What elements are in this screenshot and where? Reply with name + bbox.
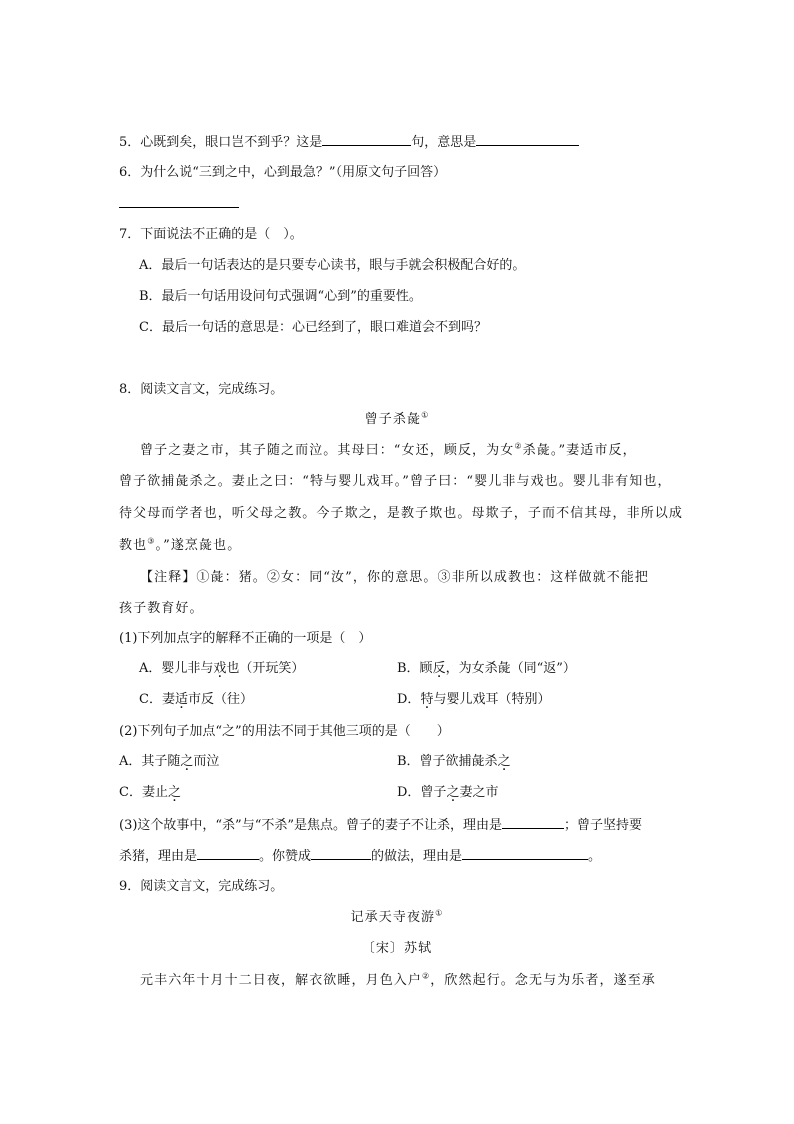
question-6: 6．为什么说“三到之中，心到最急？”（用原文句子回答） (119, 165, 447, 180)
option-text: 市反（往） (187, 692, 253, 707)
passage-line: 曾子欲捕彘杀之。妻止之曰：“特与婴儿戏耳。”曾子曰：“婴儿非与戏也。婴儿非有知也， (119, 474, 672, 489)
passage-note: 孩子教育好。 (119, 601, 204, 616)
dotted-char: 之 (497, 754, 511, 769)
subquestion-1-option-a (139, 660, 304, 678)
passage-title (0, 909, 794, 927)
answer-line[interactable] (119, 207, 239, 208)
subquestion-2-option-a (119, 753, 219, 771)
footnote-marker: ① (421, 410, 430, 420)
passage-text: ，欣然起行。念无与为乐者，遂至承 (430, 973, 656, 988)
subquestion-2-option-b (397, 753, 511, 771)
option-text: ，为女杀彘（同“返”） (445, 661, 576, 676)
question-text: 。 (588, 849, 602, 864)
answer-blank[interactable] (462, 847, 588, 860)
question-5-prefix: 5．心既到矣，眼口岂不到乎？这是 (119, 135, 323, 150)
subquestion-2-option-c (119, 784, 181, 802)
footnote-marker: ③ (147, 536, 156, 546)
passage-line (119, 537, 241, 555)
passage-title (0, 411, 794, 429)
passage-author: 〔宋〕苏轼 (361, 941, 433, 956)
dotted-char: 之 (446, 785, 460, 800)
passage-line (140, 972, 656, 990)
answer-blank[interactable] (502, 816, 564, 829)
dotted-char: 适 (174, 692, 188, 707)
footnote-marker: ② (514, 441, 523, 451)
subquestion-1-option-d (397, 691, 550, 709)
passage-text: 。”遂烹彘也。 (155, 538, 242, 553)
subquestion-1-option-c (139, 691, 253, 709)
subquestion-3-line-1 (119, 816, 642, 835)
dotted-char: 戏 (213, 661, 227, 676)
option-text: D．曾子 (397, 785, 447, 800)
question-7-option-c: C．最后一句话的意思是：心已经到了，眼口难道会不到吗？ (139, 320, 487, 335)
option-text: 也（开玩笑） (226, 661, 305, 676)
passage-line (140, 442, 637, 460)
subquestion-2-stem: (2)下列句子加点“之”的用法不同于其他三项的是（ ） (119, 724, 450, 739)
option-text: 而泣 (193, 754, 220, 769)
subquestion-1-option-b (397, 660, 576, 678)
option-text: A．婴儿非与 (139, 661, 214, 676)
option-text: B．顾 (397, 661, 433, 676)
subquestion-1-stem: (1)下列加点字的解释不正确的一项是（ ） (119, 631, 372, 646)
passage-text: 元丰六年十月十二日夜，解衣欲睡，月色入户 (140, 973, 423, 988)
question-text: 杀猪，理由是 (119, 849, 198, 864)
question-text: 的做法，理由是 (371, 849, 463, 864)
passage-text: 曾子之妻之市，其子随之而泣。其母曰：“女还，顾反，为女 (140, 443, 515, 458)
question-text: ；曾子坚持要 (564, 818, 643, 833)
passage-title-text: 记承天寺夜游 (350, 910, 436, 925)
question-8-stem: 8．阅读文言文，完成练习。 (119, 382, 284, 397)
answer-blank[interactable] (322, 133, 411, 146)
question-7-stem: 7．下面说法不正确的是（ ）。 (119, 227, 303, 242)
dotted-char: 之 (167, 785, 181, 800)
passage-title-text: 曾子杀彘 (364, 412, 422, 427)
dotted-char: 特 (420, 692, 434, 707)
question-text: (3)这个故事中，“杀”与“不杀”是焦点。曾子的妻子不让杀，理由是 (119, 818, 502, 833)
answer-blank[interactable] (311, 847, 371, 860)
option-text: 妻之市 (459, 785, 499, 800)
option-text: D． (397, 692, 421, 707)
option-text: 与婴儿戏耳（特别） (433, 692, 551, 707)
answer-blank[interactable] (197, 847, 259, 860)
option-text: B．曾子欲捕彘杀 (397, 754, 498, 769)
question-7-option-a: A．最后一句话表达的是只要专心读书，眼与手就会积极配合好的。 (139, 258, 526, 273)
option-text: C．妻 (139, 692, 175, 707)
subquestion-2-option-d (397, 784, 498, 802)
question-5 (119, 133, 579, 152)
dotted-char: 反 (432, 661, 446, 676)
question-5-mid: 句，意思是 (411, 135, 477, 150)
option-text: C．妻止 (119, 785, 168, 800)
subquestion-3-line-2 (119, 847, 601, 866)
passage-line: 待父母而学者也，听父母之教。今子欺之，是教子欺也。母欺子，子而不信其母，非所以成 (119, 506, 684, 521)
answer-blank[interactable] (476, 133, 579, 146)
footnote-marker: ② (422, 971, 431, 981)
option-text: A．其子随 (119, 754, 181, 769)
footnote-marker: ① (435, 908, 444, 918)
question-text: 。你赞成 (259, 849, 312, 864)
passage-note: 【注释】①彘：猪。②女：同“汝”，你的意思。③非所以成教也：这样做就不能把 (140, 570, 649, 585)
question-7-option-b: B．最后一句话用设问句式强调“心到”的重要性。 (139, 289, 422, 304)
passage-text: 杀彘。”妻适市反， (522, 443, 637, 458)
question-9-stem: 9．阅读文言文，完成练习。 (119, 879, 284, 894)
passage-text: 教也 (119, 538, 148, 553)
dotted-char: 之 (180, 754, 194, 769)
